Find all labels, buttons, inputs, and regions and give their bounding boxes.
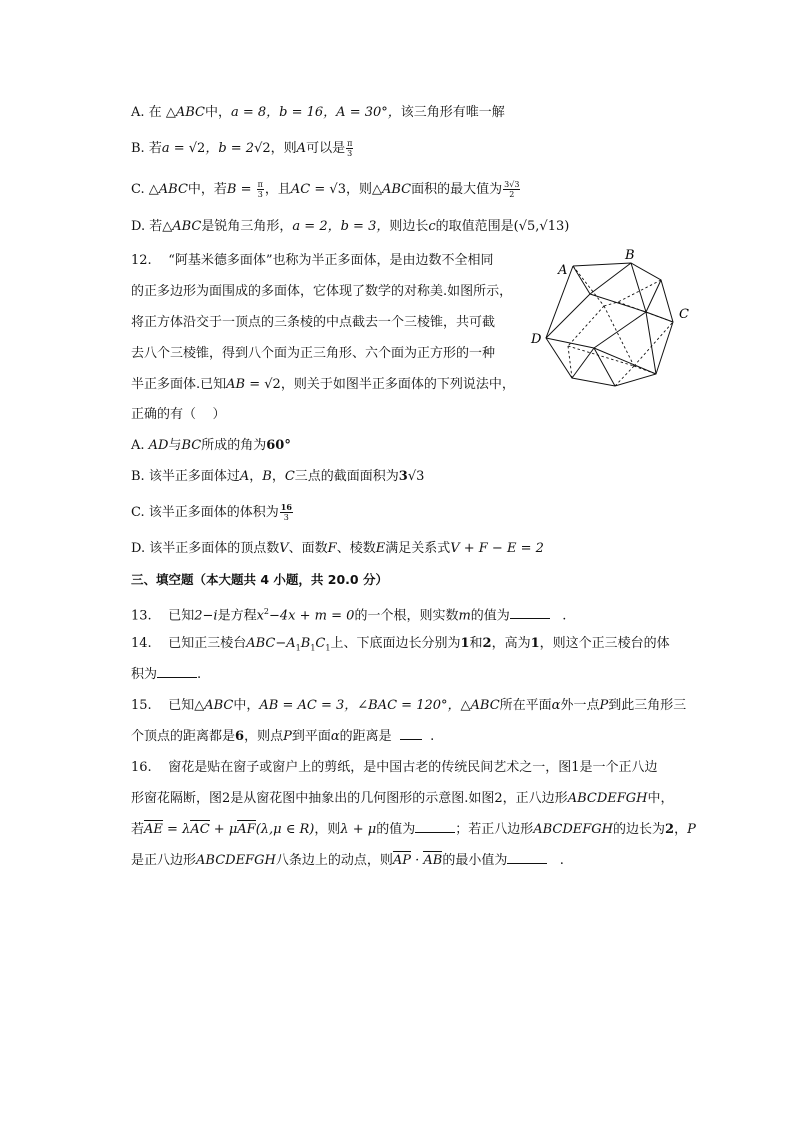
q16-line-3: 若AE = λAC + μAF(λ,μ ∈ R)，则λ + μ的值为 ；若正八边形ABCDEFGH的边长为2，P — [131, 822, 696, 837]
vertex-label-c: C — [679, 307, 689, 322]
q15-line-1: 15. 已知△ABC中，AB = AC = 3，∠BAC = 120°，△ABC所在平面α外一点P到此三角形三 — [131, 698, 687, 713]
q12-line-3: 将正方体沿交于一顶点的三条棱的中点截去一个三棱锥，共可截 — [131, 315, 496, 330]
question-number: 16. — [131, 760, 152, 775]
fraction: $\frac{\pi}{3}$ — [347, 139, 353, 158]
vertex-label-a: A — [558, 263, 568, 278]
q11-option-d: D. 若△ABC是锐角三角形，a = 2，b = 3，则边长c的取值范围是(√5,√13) — [131, 219, 570, 234]
q12-option-d: D. 该半正多面体的顶点数V、面数F、棱数E满足关系式V + F − E = 2 — [131, 541, 544, 556]
answer-blank[interactable] — [157, 665, 197, 678]
q14-line-1: 14. 已知正三棱台$ABC-A_1B_1C_1$上、下底面边长分别为1和2，高为1，则这个正三棱台的体 — [131, 636, 670, 653]
q16-line-1: 16. 窗花是贴在窗子或窗户上的剪纸，是中国古老的传统民间艺术之一，图1是一个正八边 — [131, 760, 658, 775]
q11-option-a: A. 在 △ABC中，a = 8，b = 16，A = 30°，该三角形有唯一解 — [131, 105, 505, 120]
fraction: $\frac{3√3}{2}$ — [504, 180, 520, 199]
q12-option-b: B. 该半正多面体过A，B，C三点的截面面积为3√3 — [131, 469, 425, 484]
answer-blank[interactable] — [415, 820, 455, 833]
question-number: 14. — [131, 636, 152, 651]
q11-option-b: B. 若a = √2，b = 2√2，则A可以是 $\frac{\pi}{3}$ — [131, 139, 353, 158]
question-number: 13. — [131, 608, 152, 624]
q12-line-6: 正确的有（ ） — [131, 407, 226, 422]
q12-line-2: 的正多边形为面围成的多面体，它体现了数学的对称美.如图所示， — [131, 284, 513, 299]
fraction: $\frac{16}{3}$ — [280, 502, 292, 522]
q12-line-4: 去八个三棱锥，得到八个面为正三角形、六个面为正方形的一种 — [131, 346, 496, 361]
q12-option-c: C. 该半正多面体的体积为 $\frac{16}{3}$ — [131, 502, 292, 522]
fraction: $\frac{\pi}{3}$ — [257, 180, 263, 199]
question-number: 12. — [131, 253, 152, 268]
q14-line-2: 积为 . — [131, 667, 202, 682]
q11-option-c: C. △ABC中，若B = $\frac{\pi}{3}$ ，且AC = √3，则△ABC面积的最大值为 $\frac{3√3}{2}$ — [131, 180, 520, 199]
polyhedron-figure — [528, 246, 698, 396]
answer-blank[interactable] — [510, 606, 550, 619]
answer-blank[interactable] — [400, 727, 422, 740]
q16-line-4: 是正八边形ABCDEFGH八条边上的动点，则AP · AB的最小值为 . — [131, 853, 564, 868]
vertex-label-b: B — [625, 248, 635, 263]
q12-line-5: 半正多面体.已知AB = √2，则关于如图半正多面体的下列说法中， — [131, 377, 515, 392]
vertex-label-d: D — [531, 332, 542, 347]
q13: 13. 已知2−i是方程$x^2-4x + m = 0$的一个根，则实数m的值为 . — [131, 607, 567, 624]
q12-option-a: A. AD与BC所成的角为60° — [131, 438, 291, 453]
q16-line-2: 形窗花隔断，图2是从窗花图中抽象出的几何图形的示意图.如图2，正八边形ABCDEFGH中， — [131, 791, 674, 806]
question-number: 15. — [131, 698, 152, 713]
answer-blank[interactable] — [507, 851, 547, 864]
q15-line-2: 个顶点的距离都是6，则点P到平面α的距离是 . — [131, 729, 435, 744]
section-heading: 三、填空题（本大题共 4 小题，共 20.0 分） — [131, 572, 388, 587]
q12-line-1: 12. “阿基米德多面体”也称为半正多面体，是由边数不全相同 — [131, 253, 494, 268]
